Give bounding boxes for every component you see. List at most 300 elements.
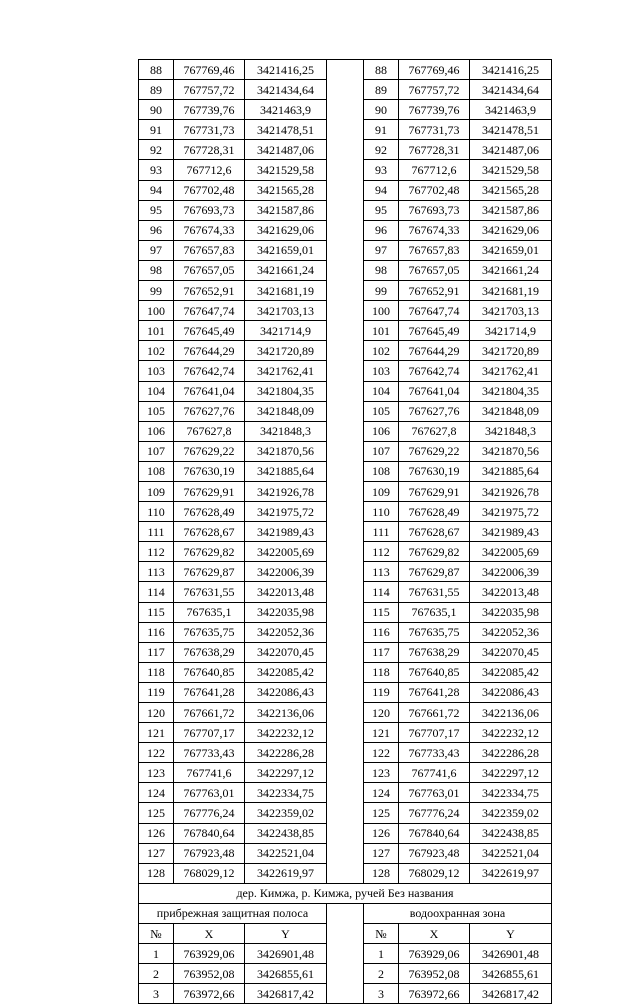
left-x-coordinate: 767733,43 xyxy=(174,743,245,763)
right-y-coordinate: 3421714,9 xyxy=(470,321,552,341)
left-x-coordinate: 767702,48 xyxy=(174,180,245,200)
right-point-number: 104 xyxy=(364,381,399,401)
left-x-coordinate: 767628,67 xyxy=(174,522,245,542)
gap-cell xyxy=(327,220,364,240)
right-x-coordinate: 763929,06 xyxy=(399,944,470,964)
left-y-coordinate: 3421487,06 xyxy=(245,140,327,160)
right-y-coordinate: 3421659,01 xyxy=(470,240,552,260)
left-x-coordinate: 767693,73 xyxy=(174,200,245,220)
left-x-coordinate: 767630,19 xyxy=(174,461,245,481)
right-x-coordinate: 767757,72 xyxy=(399,80,470,100)
left-point-number: 120 xyxy=(139,703,174,723)
right-point-number: 3 xyxy=(364,984,399,1004)
right-x-coordinate: 763952,08 xyxy=(399,964,470,984)
right-point-number: 95 xyxy=(364,200,399,220)
left-y-coordinate: 3421587,86 xyxy=(245,200,327,220)
left-point-number: 92 xyxy=(139,140,174,160)
left-y-coordinate: 3422085,42 xyxy=(245,662,327,682)
left-point-number: 117 xyxy=(139,642,174,662)
right-y-coordinate: 3421487,06 xyxy=(470,140,552,160)
left-x-coordinate: 767757,72 xyxy=(174,80,245,100)
right-point-number: 90 xyxy=(364,100,399,120)
gap-cell xyxy=(327,481,364,501)
table-row xyxy=(139,160,552,180)
right-x-coordinate: 767739,76 xyxy=(399,100,470,120)
table-row xyxy=(139,984,552,1004)
gap-cell xyxy=(327,281,364,301)
left-x-coordinate: 767644,29 xyxy=(174,341,245,361)
left-y-coordinate: 3422052,36 xyxy=(245,622,327,642)
table-row xyxy=(139,662,552,682)
left-x-coordinate: 767657,83 xyxy=(174,240,245,260)
right-x-coordinate: 767640,85 xyxy=(399,662,470,682)
left-y-coordinate: 3421659,01 xyxy=(245,240,327,260)
left-point-number: 101 xyxy=(139,321,174,341)
left-x-coordinate: 767674,33 xyxy=(174,220,245,240)
gap-cell xyxy=(327,321,364,341)
left-y-coordinate: 3422297,12 xyxy=(245,763,327,783)
table-row xyxy=(139,301,552,321)
right-point-number: 127 xyxy=(364,843,399,863)
table-row xyxy=(139,763,552,783)
gap-cell xyxy=(327,843,364,863)
gap-cell xyxy=(327,140,364,160)
right-x-coordinate: 767728,31 xyxy=(399,140,470,160)
gap-cell xyxy=(327,401,364,421)
right-y-coordinate: 3421720,89 xyxy=(470,341,552,361)
left-x-coordinate: 767631,55 xyxy=(174,582,245,602)
left-y-coordinate: 3421848,09 xyxy=(245,401,327,421)
right-y-header: Y xyxy=(470,924,552,944)
gap-cell xyxy=(327,502,364,522)
right-y-coordinate: 3422070,45 xyxy=(470,642,552,662)
right-y-coordinate: 3421681,19 xyxy=(470,281,552,301)
left-point-number: 106 xyxy=(139,421,174,441)
left-point-number: 96 xyxy=(139,220,174,240)
left-y-coordinate: 3421565,28 xyxy=(245,180,327,200)
table-row xyxy=(139,180,552,200)
gap-cell xyxy=(327,160,364,180)
gap-cell xyxy=(327,743,364,763)
left-point-number: 112 xyxy=(139,542,174,562)
table-row xyxy=(139,803,552,823)
right-y-coordinate: 3421885,64 xyxy=(470,461,552,481)
gap-cell xyxy=(327,180,364,200)
left-y-coordinate: 3421434,64 xyxy=(245,80,327,100)
left-y-coordinate: 3421804,35 xyxy=(245,381,327,401)
right-point-number: 1 xyxy=(364,944,399,964)
table-row xyxy=(139,140,552,160)
table-row xyxy=(139,522,552,542)
table-row xyxy=(139,281,552,301)
left-point-number: 123 xyxy=(139,763,174,783)
left-y-coordinate: 3421714,9 xyxy=(245,321,327,341)
right-point-number: 93 xyxy=(364,160,399,180)
right-x-coordinate: 767644,29 xyxy=(399,341,470,361)
gap-cell xyxy=(327,703,364,723)
left-x-coordinate: 767840,64 xyxy=(174,823,245,843)
left-point-number: 103 xyxy=(139,361,174,381)
left-point-number: 128 xyxy=(139,863,174,883)
right-y-coordinate: 3421762,41 xyxy=(470,361,552,381)
right-x-coordinate: 767733,43 xyxy=(399,743,470,763)
gap-cell xyxy=(327,924,364,944)
right-point-number: 103 xyxy=(364,361,399,381)
gap-cell xyxy=(327,783,364,803)
left-y-coordinate: 3421478,51 xyxy=(245,120,327,140)
table-row xyxy=(139,542,552,562)
left-y-coordinate: 3421463,9 xyxy=(245,100,327,120)
left-point-number: 102 xyxy=(139,341,174,361)
left-x-coordinate: 767629,87 xyxy=(174,562,245,582)
right-y-coordinate: 3421629,06 xyxy=(470,220,552,240)
left-y-coordinate: 3422070,45 xyxy=(245,642,327,662)
left-point-number: 93 xyxy=(139,160,174,180)
right-x-coordinate: 767628,67 xyxy=(399,522,470,542)
table-row xyxy=(139,321,552,341)
right-x-coordinate: 767769,46 xyxy=(399,60,470,80)
left-point-number: 100 xyxy=(139,301,174,321)
table-row xyxy=(139,220,552,240)
right-y-coordinate: 3422334,75 xyxy=(470,783,552,803)
right-y-coordinate: 3422438,85 xyxy=(470,823,552,843)
right-point-number: 91 xyxy=(364,120,399,140)
right-x-coordinate: 767657,05 xyxy=(399,260,470,280)
right-x-coordinate: 767629,91 xyxy=(399,481,470,501)
left-y-coordinate: 3421989,43 xyxy=(245,522,327,542)
gap-cell xyxy=(327,622,364,642)
right-point-number: 97 xyxy=(364,240,399,260)
left-y-coordinate: 3426901,48 xyxy=(245,944,327,964)
table-row xyxy=(139,944,552,964)
right-point-number: 105 xyxy=(364,401,399,421)
left-point-number: 109 xyxy=(139,481,174,501)
right-point-number: 110 xyxy=(364,502,399,522)
right-point-number: 107 xyxy=(364,441,399,461)
table-row xyxy=(139,341,552,361)
right-x-coordinate: 767661,72 xyxy=(399,703,470,723)
left-y-coordinate: 3421926,78 xyxy=(245,481,327,501)
zone-title-row xyxy=(139,903,552,923)
right-point-number: 123 xyxy=(364,763,399,783)
gap-cell xyxy=(327,421,364,441)
left-point-number: 126 xyxy=(139,823,174,843)
left-y-coordinate: 3422521,04 xyxy=(245,843,327,863)
table-row xyxy=(139,80,552,100)
gap-cell xyxy=(327,60,364,80)
gap-cell xyxy=(327,260,364,280)
right-y-coordinate: 3422035,98 xyxy=(470,602,552,622)
gap-cell xyxy=(327,80,364,100)
gap-cell xyxy=(327,823,364,843)
right-x-coordinate: 767702,48 xyxy=(399,180,470,200)
right-x-coordinate: 767731,73 xyxy=(399,120,470,140)
left-y-coordinate: 3422006,39 xyxy=(245,562,327,582)
right-x-coordinate: 767629,87 xyxy=(399,562,470,582)
left-point-number: 108 xyxy=(139,461,174,481)
gap-cell xyxy=(327,562,364,582)
left-x-coordinate: 767707,17 xyxy=(174,723,245,743)
table-row xyxy=(139,964,552,984)
left-y-coordinate: 3422005,69 xyxy=(245,542,327,562)
right-point-number: 119 xyxy=(364,682,399,702)
gap-cell xyxy=(327,542,364,562)
left-point-number: 98 xyxy=(139,260,174,280)
table-row xyxy=(139,200,552,220)
right-x-coordinate: 767712,6 xyxy=(399,160,470,180)
right-y-coordinate: 3422297,12 xyxy=(470,763,552,783)
gap-cell xyxy=(327,682,364,702)
left-y-coordinate: 3421885,64 xyxy=(245,461,327,481)
left-y-coordinate: 3421529,58 xyxy=(245,160,327,180)
right-y-coordinate: 3422086,43 xyxy=(470,682,552,702)
left-point-number: 118 xyxy=(139,662,174,682)
right-y-coordinate: 3422619,97 xyxy=(470,863,552,883)
right-x-coordinate: 767652,91 xyxy=(399,281,470,301)
gap-cell xyxy=(327,964,364,984)
left-x-coordinate: 767627,8 xyxy=(174,421,245,441)
gap-cell xyxy=(327,441,364,461)
right-x-coordinate: 767693,73 xyxy=(399,200,470,220)
right-y-coordinate: 3421848,09 xyxy=(470,401,552,421)
right-y-coordinate: 3421661,24 xyxy=(470,260,552,280)
right-point-number: 125 xyxy=(364,803,399,823)
right-point-number: 126 xyxy=(364,823,399,843)
left-point-number: 104 xyxy=(139,381,174,401)
left-x-coordinate: 767661,72 xyxy=(174,703,245,723)
right-x-coordinate: 767635,75 xyxy=(399,622,470,642)
left-x-coordinate: 767641,04 xyxy=(174,381,245,401)
right-x-coordinate: 767741,6 xyxy=(399,763,470,783)
right-point-number: 100 xyxy=(364,301,399,321)
gap-cell xyxy=(327,100,364,120)
table-row xyxy=(139,642,552,662)
gap-cell xyxy=(327,120,364,140)
right-point-number: 113 xyxy=(364,562,399,582)
right-y-coordinate: 3422359,02 xyxy=(470,803,552,823)
table-row xyxy=(139,783,552,803)
right-x-coordinate: 767638,29 xyxy=(399,642,470,662)
right-y-coordinate: 3421416,25 xyxy=(470,60,552,80)
right-point-number: 98 xyxy=(364,260,399,280)
right-y-coordinate: 3421703,13 xyxy=(470,301,552,321)
right-point-number: 99 xyxy=(364,281,399,301)
left-point-number: 111 xyxy=(139,522,174,542)
left-x-coordinate: 767641,28 xyxy=(174,682,245,702)
right-x-coordinate: 767647,74 xyxy=(399,301,470,321)
table-row xyxy=(139,602,552,622)
right-x-coordinate: 767631,55 xyxy=(399,582,470,602)
left-x-coordinate: 767741,6 xyxy=(174,763,245,783)
left-x-coordinate: 767635,75 xyxy=(174,622,245,642)
left-x-coordinate: 767769,46 xyxy=(174,60,245,80)
right-point-number: 108 xyxy=(364,461,399,481)
header-row xyxy=(139,924,552,944)
left-y-header: Y xyxy=(245,924,327,944)
right-x-coordinate: 767840,64 xyxy=(399,823,470,843)
right-x-coordinate: 767763,01 xyxy=(399,783,470,803)
left-y-coordinate: 3422359,02 xyxy=(245,803,327,823)
left-point-number: 115 xyxy=(139,602,174,622)
right-x-coordinate: 768029,12 xyxy=(399,863,470,883)
gap-cell xyxy=(327,763,364,783)
table-row xyxy=(139,703,552,723)
left-y-coordinate: 3422086,43 xyxy=(245,682,327,702)
right-point-number: 2 xyxy=(364,964,399,984)
right-point-number: 118 xyxy=(364,662,399,682)
left-point-number: 110 xyxy=(139,502,174,522)
left-y-coordinate: 3421629,06 xyxy=(245,220,327,240)
left-x-coordinate: 768029,12 xyxy=(174,863,245,883)
left-x-coordinate: 767642,74 xyxy=(174,361,245,381)
left-point-number: 97 xyxy=(139,240,174,260)
table-row xyxy=(139,823,552,843)
left-y-coordinate: 3421720,89 xyxy=(245,341,327,361)
table-row xyxy=(139,441,552,461)
gap-cell xyxy=(327,200,364,220)
left-y-coordinate: 3422013,48 xyxy=(245,582,327,602)
right-point-number: 96 xyxy=(364,220,399,240)
right-x-coordinate: 767642,74 xyxy=(399,361,470,381)
right-x-coordinate: 767707,17 xyxy=(399,723,470,743)
table-row xyxy=(139,682,552,702)
right-x-coordinate: 767641,28 xyxy=(399,682,470,702)
left-point-number: 127 xyxy=(139,843,174,863)
right-num-header: № xyxy=(364,924,399,944)
gap-cell xyxy=(327,301,364,321)
table-row xyxy=(139,461,552,481)
right-y-coordinate: 3422052,36 xyxy=(470,622,552,642)
left-y-coordinate: 3421703,13 xyxy=(245,301,327,321)
gap-cell xyxy=(327,723,364,743)
left-y-coordinate: 3421661,24 xyxy=(245,260,327,280)
right-x-coordinate: 767674,33 xyxy=(399,220,470,240)
left-x-coordinate: 767647,74 xyxy=(174,301,245,321)
left-point-number: 114 xyxy=(139,582,174,602)
right-point-number: 128 xyxy=(364,863,399,883)
gap-cell xyxy=(327,582,364,602)
right-y-coordinate: 3422521,04 xyxy=(470,843,552,863)
right-point-number: 109 xyxy=(364,481,399,501)
right-y-coordinate: 3422013,48 xyxy=(470,582,552,602)
right-x-coordinate: 767776,24 xyxy=(399,803,470,823)
right-point-number: 112 xyxy=(364,542,399,562)
left-y-coordinate: 3422136,06 xyxy=(245,703,327,723)
gap-cell xyxy=(327,944,364,964)
left-y-coordinate: 3422035,98 xyxy=(245,602,327,622)
left-y-coordinate: 3421848,3 xyxy=(245,421,327,441)
right-point-number: 101 xyxy=(364,321,399,341)
left-point-number: 88 xyxy=(139,60,174,80)
table-row xyxy=(139,502,552,522)
table-row xyxy=(139,743,552,763)
right-point-number: 122 xyxy=(364,743,399,763)
right-point-number: 117 xyxy=(364,642,399,662)
section-title-row xyxy=(139,883,552,903)
right-x-coordinate: 767923,48 xyxy=(399,843,470,863)
left-point-number: 121 xyxy=(139,723,174,743)
left-x-coordinate: 767712,6 xyxy=(174,160,245,180)
right-point-number: 89 xyxy=(364,80,399,100)
table-row xyxy=(139,381,552,401)
left-x-coordinate: 767629,82 xyxy=(174,542,245,562)
right-y-coordinate: 3421975,72 xyxy=(470,502,552,522)
right-y-coordinate: 3421463,9 xyxy=(470,100,552,120)
gap-cell xyxy=(327,381,364,401)
right-point-number: 121 xyxy=(364,723,399,743)
left-y-coordinate: 3422286,28 xyxy=(245,743,327,763)
right-y-coordinate: 3422286,28 xyxy=(470,743,552,763)
left-x-coordinate: 767627,76 xyxy=(174,401,245,421)
right-y-coordinate: 3421587,86 xyxy=(470,200,552,220)
gap-cell xyxy=(327,461,364,481)
right-point-number: 106 xyxy=(364,421,399,441)
table-row xyxy=(139,562,552,582)
right-y-coordinate: 3422085,42 xyxy=(470,662,552,682)
right-y-coordinate: 3422232,12 xyxy=(470,723,552,743)
left-point-number: 90 xyxy=(139,100,174,120)
right-y-coordinate: 3422005,69 xyxy=(470,542,552,562)
left-y-coordinate: 3421681,19 xyxy=(245,281,327,301)
right-y-coordinate: 3421848,3 xyxy=(470,421,552,441)
left-point-number: 116 xyxy=(139,622,174,642)
table-row xyxy=(139,843,552,863)
right-x-coordinate: 767630,19 xyxy=(399,461,470,481)
gap-cell xyxy=(327,642,364,662)
gap-cell xyxy=(327,361,364,381)
left-y-coordinate: 3421416,25 xyxy=(245,60,327,80)
left-y-coordinate: 3422438,85 xyxy=(245,823,327,843)
left-x-coordinate: 763929,06 xyxy=(174,944,245,964)
table-row xyxy=(139,863,552,883)
table-row xyxy=(139,421,552,441)
gap-cell xyxy=(327,803,364,823)
left-point-number: 94 xyxy=(139,180,174,200)
left-y-coordinate: 3422619,97 xyxy=(245,863,327,883)
right-point-number: 92 xyxy=(364,140,399,160)
left-point-number: 119 xyxy=(139,682,174,702)
right-x-coordinate: 767635,1 xyxy=(399,602,470,622)
right-point-number: 124 xyxy=(364,783,399,803)
left-y-coordinate: 3421870,56 xyxy=(245,441,327,461)
gap-cell xyxy=(327,662,364,682)
left-point-number: 1 xyxy=(139,944,174,964)
left-x-coordinate: 767628,49 xyxy=(174,502,245,522)
right-x-coordinate: 763972,66 xyxy=(399,984,470,1004)
left-y-coordinate: 3421762,41 xyxy=(245,361,327,381)
left-point-number: 99 xyxy=(139,281,174,301)
right-y-coordinate: 3421434,64 xyxy=(470,80,552,100)
gap-cell xyxy=(327,863,364,883)
gap-cell xyxy=(327,240,364,260)
table-row xyxy=(139,582,552,602)
table-row xyxy=(139,622,552,642)
left-x-coordinate: 767629,22 xyxy=(174,441,245,461)
table-row xyxy=(139,260,552,280)
right-x-coordinate: 767628,49 xyxy=(399,502,470,522)
left-point-number: 105 xyxy=(139,401,174,421)
table-row xyxy=(139,361,552,381)
right-point-number: 102 xyxy=(364,341,399,361)
left-point-number: 124 xyxy=(139,783,174,803)
left-y-coordinate: 3421975,72 xyxy=(245,502,327,522)
left-x-coordinate: 763952,08 xyxy=(174,964,245,984)
gap-cell xyxy=(327,903,364,923)
right-y-coordinate: 3421926,78 xyxy=(470,481,552,501)
right-x-coordinate: 767629,82 xyxy=(399,542,470,562)
left-x-coordinate: 767763,01 xyxy=(174,783,245,803)
left-x-coordinate: 767640,85 xyxy=(174,662,245,682)
